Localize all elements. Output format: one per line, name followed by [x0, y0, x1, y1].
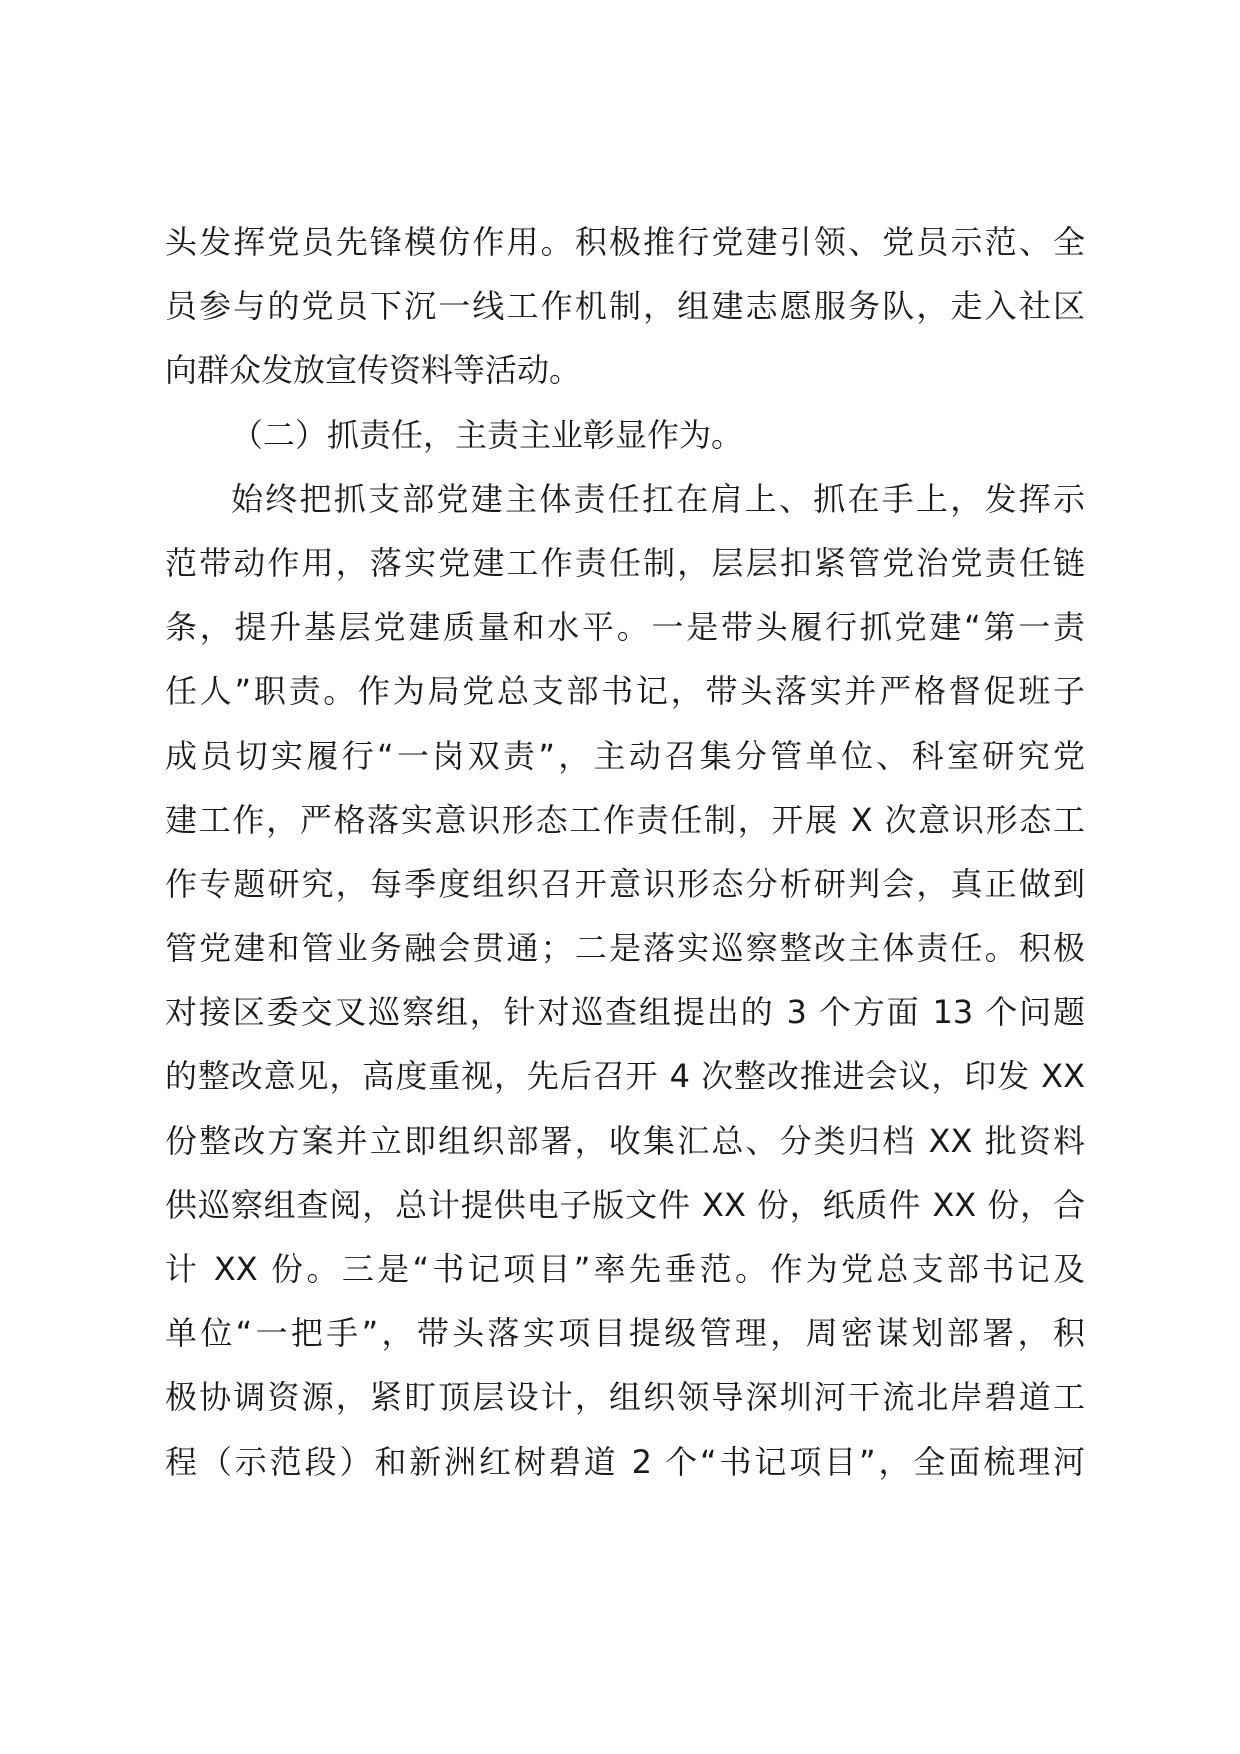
text-line: 员参与的党员下沉一线工作机制，组建志愿服务队，走入社区 [165, 287, 1085, 326]
body-text [165, 210, 1085, 1494]
text-line: 程（示范段）和新洲红树碧道 2 个“书记项目”，全面梳理河 [165, 1442, 1085, 1481]
text-line: 供巡察组查阅，总计提供电子版文件 XX 份，纸质件 XX 份，合 [165, 1185, 1085, 1224]
section-heading: （二）抓责任，主责主业彰显作为。 [231, 415, 744, 454]
text-line: 的整改意见，高度重视，先后召开 4 次整改推进会议，印发 XX [165, 1057, 1085, 1096]
text-line: 建工作，严格落实意识形态工作责任制，开展 X 次意识形态工 [165, 800, 1085, 839]
text-line: 计 XX 份。三是“书记项目”率先垂范。作为党总支部书记及 [165, 1250, 1085, 1288]
text-line: 管党建和管业务融会贯通；二是落实巡察整改主体责任。积极 [165, 929, 1085, 968]
text-line: 向群众发放宣传资料等活动。 [165, 351, 582, 390]
text-line: 单位“一把手”，带头落实项目提级管理，周密谋划部署，积 [165, 1314, 1085, 1353]
paragraph-first-line: 始终把抓支部党建主体责任扛在肩上、抓在手上，发挥示 [231, 479, 1085, 518]
text-line: 头发挥党员先锋模仿作用。积极推行党建引领、党员示范、全 [165, 223, 1085, 261]
text-line: 作专题研究，每季度组织召开意识形态分析研判会，真正做到 [165, 864, 1085, 903]
text-line: 条，提升基层党建质量和水平。一是带头履行抓党建“第一责 [165, 608, 1085, 647]
text-line: 极协调资源，紧盯顶层设计，组织领导深圳河干流北岸碧道工 [165, 1378, 1085, 1417]
text-line: 份整改方案并立即组织部署，收集汇总、分类归档 XX 批资料 [165, 1121, 1085, 1160]
text-line: 范带动作用，落实党建工作责任制，层层扣紧管党治党责任链 [165, 543, 1085, 582]
text-line: 对接区委交叉巡察组，针对巡查组提出的 3 个方面 13 个问题 [165, 993, 1085, 1032]
text-line: 任人”职责。作为局党总支部书记，带头落实并严格督促班子 [165, 672, 1085, 711]
text-line: 成员切实履行“一岗双责”，主动召集分管单位、科室研究党 [165, 736, 1085, 775]
